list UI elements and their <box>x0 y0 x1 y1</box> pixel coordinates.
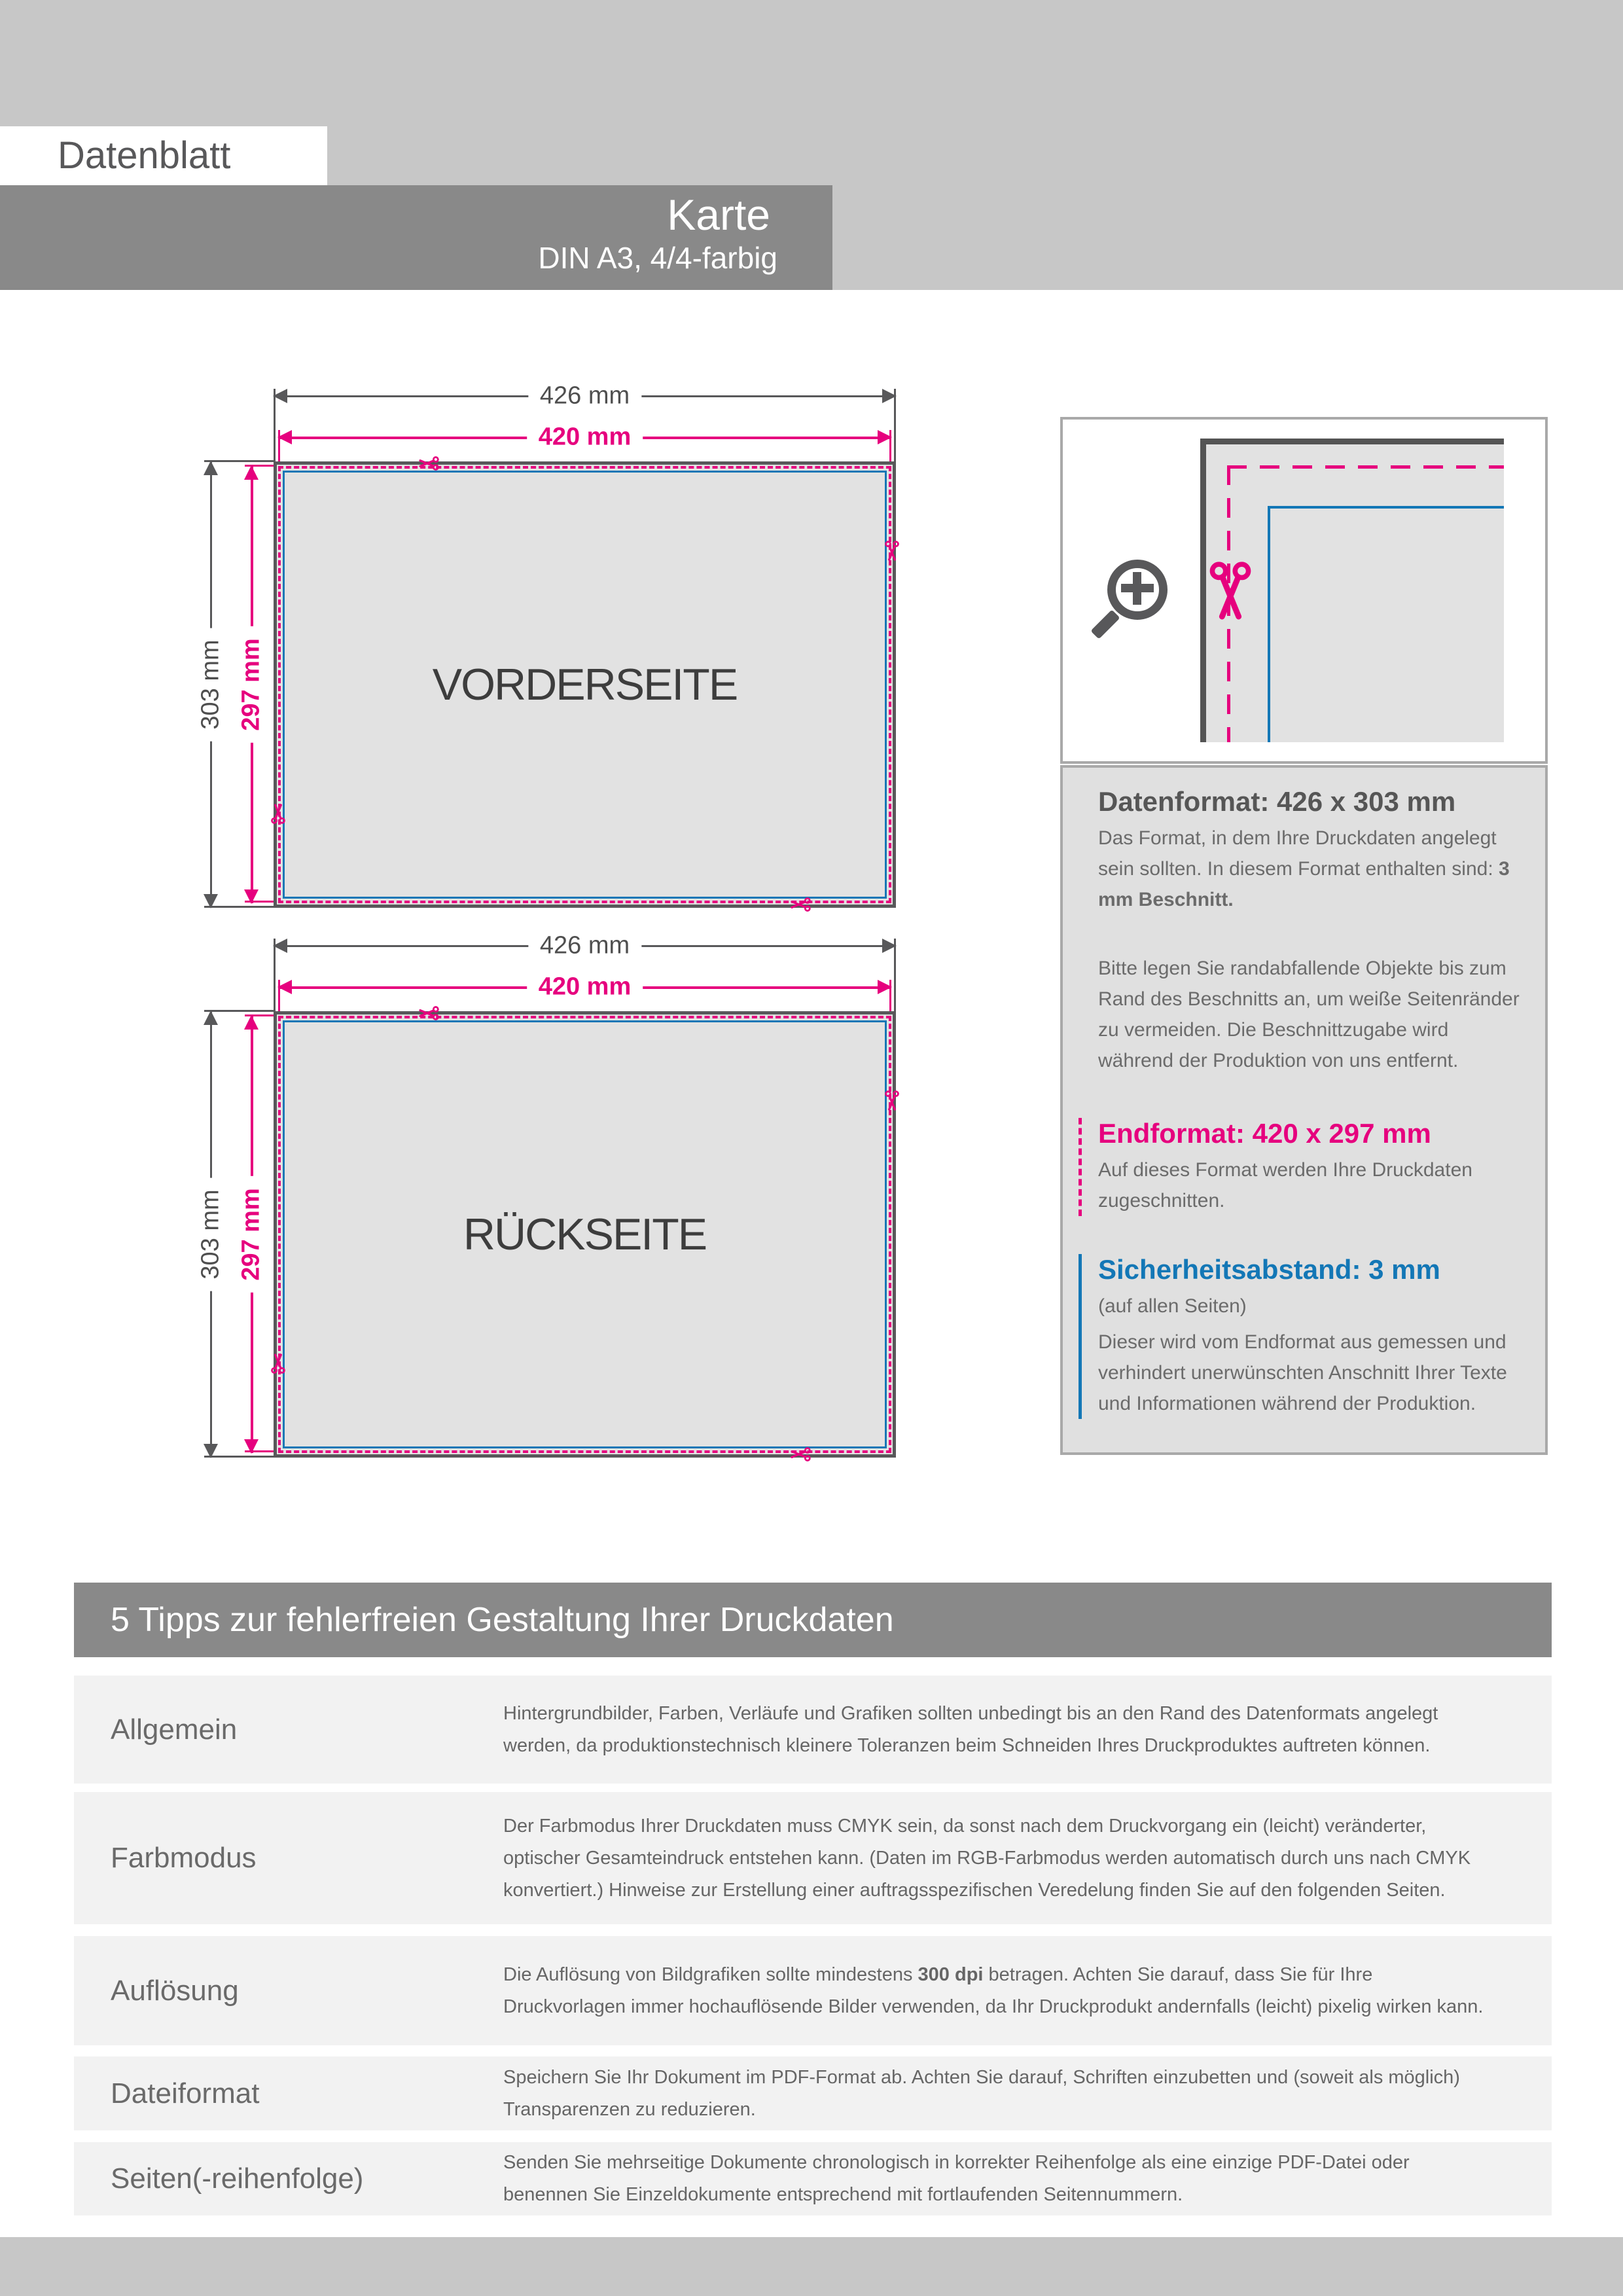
cut-line <box>1227 465 1504 469</box>
bottom-gray-band <box>0 2237 1623 2296</box>
format-info-panel <box>1060 765 1548 1455</box>
back-page-box <box>274 1011 896 1458</box>
sheet-label-box <box>0 126 327 185</box>
extension-line <box>274 389 276 461</box>
dimension-arrow-data-height <box>196 1011 224 1458</box>
tip-text: Die Auflösung von Bildgrafiken sollte mindestens 300 dpi betragen. Achten Sie darauf, dass Sie für Ihre Druckvorlagen immer hochauflösende Bilder verwenden, da Ihr Druckprodukt andernfalls (leicht) pixelig wirken kann. <box>503 1964 1484 2017</box>
tip-label: Auflösung <box>111 1974 239 2007</box>
magnifier-plus-icon <box>1102 560 1168 632</box>
scissors-icon <box>270 802 287 825</box>
dimension-label-420: 420 mm <box>527 422 643 453</box>
dimension-label-420: 420 mm <box>527 972 643 1003</box>
product-banner <box>0 185 832 290</box>
safety-line <box>1268 506 1270 742</box>
dimension-label-297: 297 mm <box>236 626 267 743</box>
datenformat-body: Das Format, in dem Ihre Druckdaten angelegt sein sollten. In diesem Format enthalten sind: 3 mm Beschnitt. <box>1098 827 1510 910</box>
tip-label: Dateiformat <box>111 2077 260 2109</box>
scissors-icon <box>789 896 812 913</box>
scissors-icon <box>883 1090 901 1112</box>
scissors-icon <box>1205 558 1255 625</box>
extension-line <box>894 389 896 461</box>
endformat-body: Auf dieses Format werden Ihre Druckdaten zugeschnitten. <box>1098 1159 1472 1211</box>
datenformat-heading: Datenformat: 426 x 303 mm <box>1098 786 1456 817</box>
scissors-icon <box>789 1446 812 1463</box>
safety-body: Dieser wird vom Endformat aus gemessen und verhindert unerwünschten Anschnitt Ihrer Texte und Informationen während der Produktion. <box>1098 1331 1507 1414</box>
tip-text: Der Farbmodus Ihrer Druckdaten muss CMYK sein, da sonst nach dem Druckvorgang ein (leicht) veränderter, optischer Gesamteindruck entstehen kann. (Daten im RGB-Farbmodus werden automatisch durch uns nach CMYK konvertiert.) Hinweise zur Erstellung einer auftragsspezifischen Veredelung finden Sie auf den folgenden Seiten. <box>503 1815 1471 1901</box>
endformat-heading: Endformat: 420 x 297 mm <box>1098 1118 1431 1149</box>
tip-text: Hintergrundbilder, Farben, Verläufe und Grafiken sollten unbedingt bis an den Rand des Datenformats angelegt werden, da produktionstechnisch kleinere Toleranzen beim Schneiden Ihres Druckproduktes auftreten können. <box>503 1702 1438 1756</box>
dimension-arrow-final-height <box>237 1016 265 1453</box>
dimension-arrow-data-height <box>196 461 224 908</box>
tip-text: Speichern Sie Ihr Dokument im PDF-Format ab. Achten Sie darauf, Schriften einzubetten und (soweit als möglich) Transparenzen zu reduzieren. <box>503 2066 1460 2120</box>
tip-row-seitenreihenfolge <box>74 2142 1552 2215</box>
dimension-arrow-final-width <box>278 423 891 451</box>
dimension-label-426: 426 mm <box>528 381 641 412</box>
bleed-note: Bitte legen Sie randabfallende Objekte bis zum Rand des Beschnitts an, um weiße Seitenränder zu vermeiden. Die Beschnittzugabe wird während der Produktion von uns entfernt. <box>1098 958 1520 1071</box>
sheet-label: Datenblatt <box>58 134 231 177</box>
safety-heading: Sicherheitsabstand: 3 mm <box>1098 1254 1440 1285</box>
scissors-icon <box>270 1352 287 1374</box>
back-side-title: RÜCKSEITE <box>463 1210 707 1259</box>
tip-row-farbmodus <box>74 1792 1552 1924</box>
product-title: Karte <box>667 190 770 239</box>
dimension-label-303: 303 mm <box>196 1177 226 1291</box>
endformat-block <box>1079 1118 1522 1216</box>
tip-label: Farbmodus <box>111 1842 257 1874</box>
safety-line <box>1268 506 1504 509</box>
dimension-label-297: 297 mm <box>236 1176 267 1293</box>
safety-subheading: (auf allen Seiten) <box>1098 1295 1247 1317</box>
tip-row-allgemein <box>74 1676 1552 1784</box>
back-side-diagram <box>196 929 903 1479</box>
dimension-label-426: 426 mm <box>528 931 641 961</box>
dimension-arrow-final-width <box>278 973 891 1001</box>
tip-label: Allgemein <box>111 1713 238 1746</box>
tips-header-text: 5 Tipps zur fehlerfreien Gestaltung Ihrer Druckdaten <box>111 1601 894 1639</box>
data-format-edge <box>1200 439 1504 444</box>
tip-label: Seiten(-reihenfolge) <box>111 2162 364 2195</box>
front-side-title: VORDERSEITE <box>432 660 738 709</box>
dimension-arrow-final-height <box>237 466 265 903</box>
dimension-label-303: 303 mm <box>196 628 226 741</box>
scissors-icon <box>418 455 440 472</box>
tip-row-aufloesung <box>74 1936 1552 2045</box>
tip-row-dateiformat <box>74 2056 1552 2130</box>
extension-line <box>894 939 896 1011</box>
front-side-diagram <box>196 380 903 929</box>
corner-zoom-detail-box <box>1060 417 1548 764</box>
safety-block <box>1079 1254 1522 1419</box>
tips-header-banner <box>74 1583 1552 1657</box>
dimension-arrow-data-width <box>274 382 896 410</box>
product-subtitle: DIN A3, 4/4-farbig <box>538 241 777 275</box>
tip-text: Senden Sie mehrseitige Dokumente chronologisch in korrekter Reihenfolge als eine einzige PDF-Datei oder benennen Sie Einzeldokumente entsprechend mit fortlaufenden Seitennummern. <box>503 2152 1410 2205</box>
scissors-icon <box>883 540 901 562</box>
extension-line <box>274 939 276 1011</box>
dimension-arrow-data-width <box>274 931 896 960</box>
scissors-icon <box>418 1005 440 1022</box>
front-page-box <box>274 461 896 908</box>
